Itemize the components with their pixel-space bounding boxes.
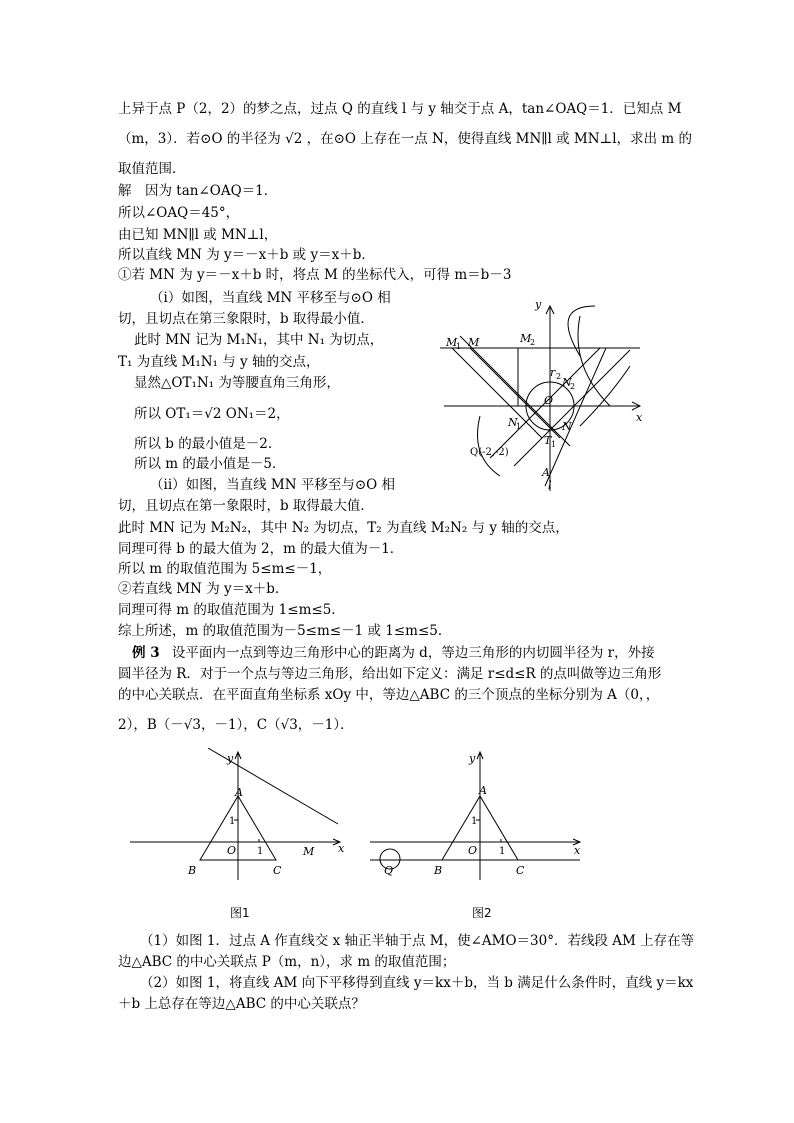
- fig2-label-c: C: [516, 864, 525, 877]
- line-l: [460, 336, 570, 446]
- fig2-label-x: x: [574, 844, 581, 857]
- fig-top-label-m1-sub: 1: [456, 342, 462, 351]
- fig-top-label-m1: M: [446, 336, 458, 349]
- fig-top-label-m2-sub: 2: [530, 338, 536, 347]
- fig-top-label-r2-sub: 2: [556, 372, 562, 381]
- fig2-label-one-y: 1: [471, 816, 478, 827]
- fig-top-label-n1: N: [508, 416, 518, 429]
- fig-top-label-n2-sub: 2: [570, 382, 576, 391]
- question-line: 边△ABC 的中心关联点 P（m，n），求 m 的取值范围；: [118, 954, 456, 970]
- solution-line: 同理可得 b 的最大值为 2，m 的最大值为－1．: [118, 541, 404, 557]
- example3-line-1: 例 3 设平面内一点到等边三角形中心的距离为 d，等边三角形的内切圆半径为 r，外接: [132, 645, 655, 661]
- figure-1-caption: 图1: [230, 906, 250, 920]
- solution-line: 同理可得 m 的取值范围为 1≤m≤5．: [118, 602, 345, 618]
- fig2-label-y: y: [469, 752, 476, 765]
- fig-top-label-n1-sub: 1: [516, 422, 522, 431]
- solution-line: T₁ 为直线 M₁N₁ 与 y 轴的交点，: [118, 354, 320, 370]
- fig1-label-o: O: [227, 844, 237, 857]
- fig1-label-c: C: [273, 864, 282, 877]
- figure-1: [128, 748, 360, 883]
- fig2-label-q: Q: [384, 864, 394, 877]
- fig-top-label-m2: M: [520, 332, 532, 345]
- figure-2-caption: 图2: [472, 906, 492, 920]
- fig1-label-y: y: [227, 752, 234, 765]
- solution-line: 切，且切点在第三象限时，b 取得最小值．: [118, 311, 374, 327]
- solution-line: 综上所述，m 的取值范围为－5≤m≤－1 或 1≤m≤5．: [118, 623, 452, 639]
- solution-line: （ii）如图，当直线 MN 平移至与⊙O 相: [150, 477, 396, 493]
- solution-line: 由已知 MN∥l 或 MN⊥l，: [118, 227, 278, 243]
- fig2-label-one-x: 1: [499, 846, 506, 857]
- fig-top-label-m: M: [468, 336, 480, 349]
- fig-top-label-r2: r: [550, 366, 556, 379]
- fig-top-label-a: A: [542, 466, 550, 479]
- curve-left: [478, 416, 501, 476]
- solution-line: 所以直线 MN 为 y＝－x＋b 或 y＝x＋b．: [118, 247, 375, 263]
- fig1-label-m: M: [303, 845, 315, 858]
- question-line: ＋b 上总存在等边△ABC 的中心关联点？: [118, 996, 365, 1012]
- solution-line: 切，且切点在第一象限时，b 取得最大值．: [118, 498, 374, 514]
- solution-line: 所以∠OAQ＝45°，: [118, 205, 240, 221]
- fig-top-label-x: x: [636, 411, 643, 424]
- fig2-label-o: O: [468, 844, 478, 857]
- fig-top-label-t1-sub: 1: [551, 440, 557, 449]
- solution-line: 解 因为 tan∠OAQ＝1．: [118, 183, 278, 199]
- problem-line-1: 上异于点 P（2，2）的梦之点，过点 Q 的直线 l 与 y 轴交于点 A，tan∠OAQ＝1．已知点 M: [118, 101, 682, 117]
- example3-line-4: 2），B（－√3，－1），C（√3，－1）．: [118, 717, 354, 733]
- fig1-label-one-x: 1: [257, 846, 264, 857]
- fig-top-label-y: y: [535, 298, 542, 311]
- fig1-label-one-y: 1: [229, 816, 236, 827]
- problem-line-3: 取值范围．: [118, 161, 186, 177]
- example3-line-2: 圆半径为 R．对于一个点与等边三角形，给出如下定义：满足 r≤d≤R 的点叫做等边三角形: [118, 666, 662, 682]
- solution-line: 所以 b 的最小值是－2．: [134, 436, 282, 452]
- fig-top-label-o: O: [544, 394, 554, 407]
- solution-line: 所以 m 的最小值是－5．: [134, 456, 286, 472]
- solution-line: 显然△OT₁N₁ 为等腰直角三角形，: [134, 375, 340, 391]
- fig2-label-a: A: [479, 784, 487, 797]
- question-line: （1）如图 1．过点 A 作直线交 x 轴正半轴于点 M，使∠AMO＝30°．若线段 AM 上存在等: [140, 933, 695, 949]
- figure-circle-tangents: [430, 296, 660, 496]
- figure-2: [368, 748, 588, 883]
- example3-label: 例 3: [132, 645, 160, 661]
- curve-right: [578, 316, 610, 406]
- fig1-label-x: x: [338, 842, 345, 855]
- fig-top-label-n2: N: [562, 376, 572, 389]
- question-line: （2）如图 1，将直线 AM 向下平移得到直线 y＝kx＋b，当 b 满足什么条件时，直线 y＝kx: [140, 975, 694, 991]
- line-m1n1: [452, 348, 542, 438]
- solution-line: 此时 MN 记为 M₁N₁，其中 N₁ 为切点，: [134, 332, 384, 348]
- fig1-label-a: A: [235, 786, 243, 799]
- fig1-label-b: B: [188, 864, 197, 877]
- fig-top-label-n: N: [562, 420, 572, 433]
- fig-top-label-l: l: [548, 479, 552, 492]
- solution-line: 所以 m 的取值范围为 5≤m≤－1，: [118, 561, 332, 577]
- problem-line-2: （m，3）．若⊙O 的半径为 √2 ，在⊙O 上存在一点 N，使得直线 MN∥l 或 MN⊥l，求出 m 的: [118, 131, 692, 147]
- fig-top-label-q: Q(-2,-2): [470, 447, 509, 458]
- solution-line: 此时 MN 记为 M₂N₂，其中 N₂ 为切点，T₂ 为直线 M₂N₂ 与 y 轴的交点，: [118, 520, 569, 536]
- solution-line: （i）如图，当直线 MN 平移至与⊙O 相: [150, 290, 391, 306]
- fig2-label-b: B: [434, 864, 443, 877]
- example3-line-3: 的中心关联点．在平面直角坐标系 xOy 中，等边△ABC 的三个顶点的坐标分别为 A（0，，: [118, 687, 660, 703]
- solution-line: 所以 OT₁＝√2 ON₁＝2，: [134, 406, 290, 422]
- solution-line: ②若直线 MN 为 y＝x＋b．: [118, 581, 289, 597]
- solution-line: ①若 MN 为 y＝－x＋b 时，将点 M 的坐标代入，可得 m＝b－3: [118, 267, 512, 283]
- fig-top-label-t1: T: [544, 434, 552, 447]
